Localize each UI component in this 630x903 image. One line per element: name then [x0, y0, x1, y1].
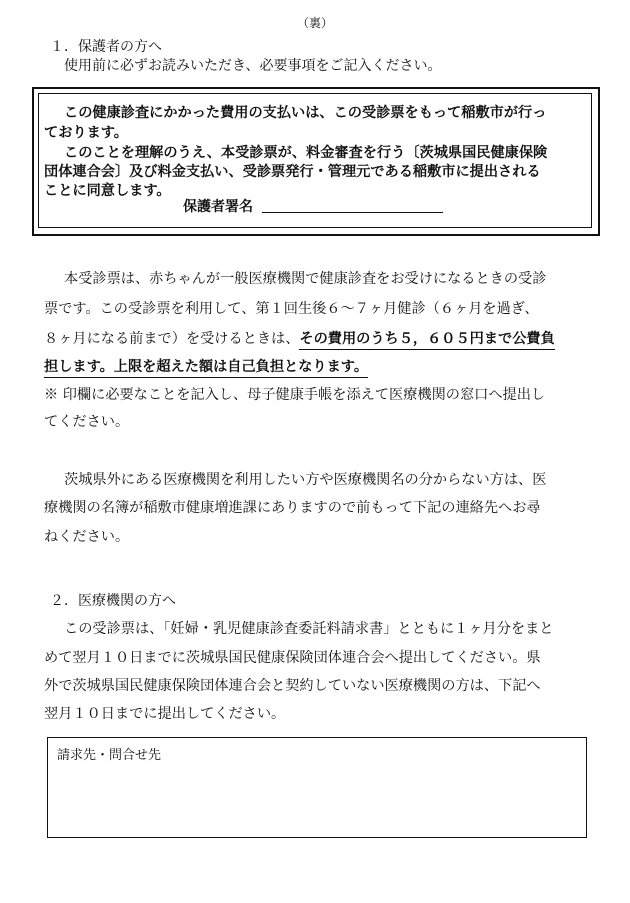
section1-heading: １．保護者の方へ — [50, 39, 162, 55]
para2-line-3: ねください。 — [44, 529, 130, 545]
para2-line-2: 療機関の名簿が稲敷市健康増進課にありますので前もって下記の連絡先へお尋 — [44, 500, 541, 516]
para1-line-3-plain: ８ヶ月になる前まで）を受けるときは、 — [44, 331, 300, 347]
para1-line-1: 本受診票は、赤ちゃんが一般医療機関で健康診査をお受けになるときの受診 — [64, 271, 547, 287]
para2-line-1: 茨城県外にある医療機関を利用したい方や医療機関名の分からない方は、医 — [64, 472, 547, 488]
section2-line-2: めて翌月１０日までに茨城県国民健康保険団体連合会へ提出してください。県 — [44, 650, 541, 666]
guardian-signature-field[interactable] — [262, 212, 443, 213]
consent-line-4: 団体連合会〕及び料金支払い、受診票発行・管理元である稲敷市に提出される — [44, 164, 541, 180]
self-pay-emphasis: 担します。上限を超えた額は自己負担となります。 — [44, 359, 368, 378]
subsidy-amount-emphasis: その費用のうち５，６０５円まで公費負 — [299, 331, 554, 350]
note-line-2: てください。 — [44, 414, 130, 430]
consent-line-2: ております。 — [44, 125, 128, 141]
consent-line-3: このことを理解のうえ、本受診票が、料金審査を行う〔茨城県国民健康保険 — [64, 145, 548, 161]
para1-line-4 — [44, 356, 368, 376]
consent-line-1: この健康診査にかかった費用の支払いは、この受診票をもって稲敷市が行っ — [64, 105, 547, 121]
contact-label: 請求先・問合せ先 — [57, 748, 162, 763]
section2-line-4: 翌月１０日までに提出してください。 — [44, 706, 286, 722]
note-line-1: ※ 印欄に必要なことを記入し、母子健康手帳を添えて医療機関の窓口へ提出し — [44, 387, 546, 403]
section1-intro: 使用前に必ずお読みいただき、必要事項をご記入ください。 — [64, 58, 442, 74]
para1-line-2: 票です。この受診票を利用して、第１回生後６～７ヶ月健診（６ヶ月を過ぎ、 — [44, 301, 539, 317]
page-side-label: （裏） — [296, 16, 333, 30]
consent-line-5: ことに同意します。 — [44, 183, 171, 199]
section2-line-3: 外で茨城県国民健康保険団体連合会と契約していない医療機関の方は、下記へ — [44, 678, 541, 694]
section2-line-1: この受診票は、「妊婦・乳児健康診査委託料請求書」とともに１ヶ月分をまと — [64, 621, 554, 637]
para1-line-3 — [44, 328, 555, 348]
guardian-signature-label: 保護者署名 — [183, 199, 253, 215]
section2-heading: ２．医療機関の方へ — [50, 593, 176, 609]
